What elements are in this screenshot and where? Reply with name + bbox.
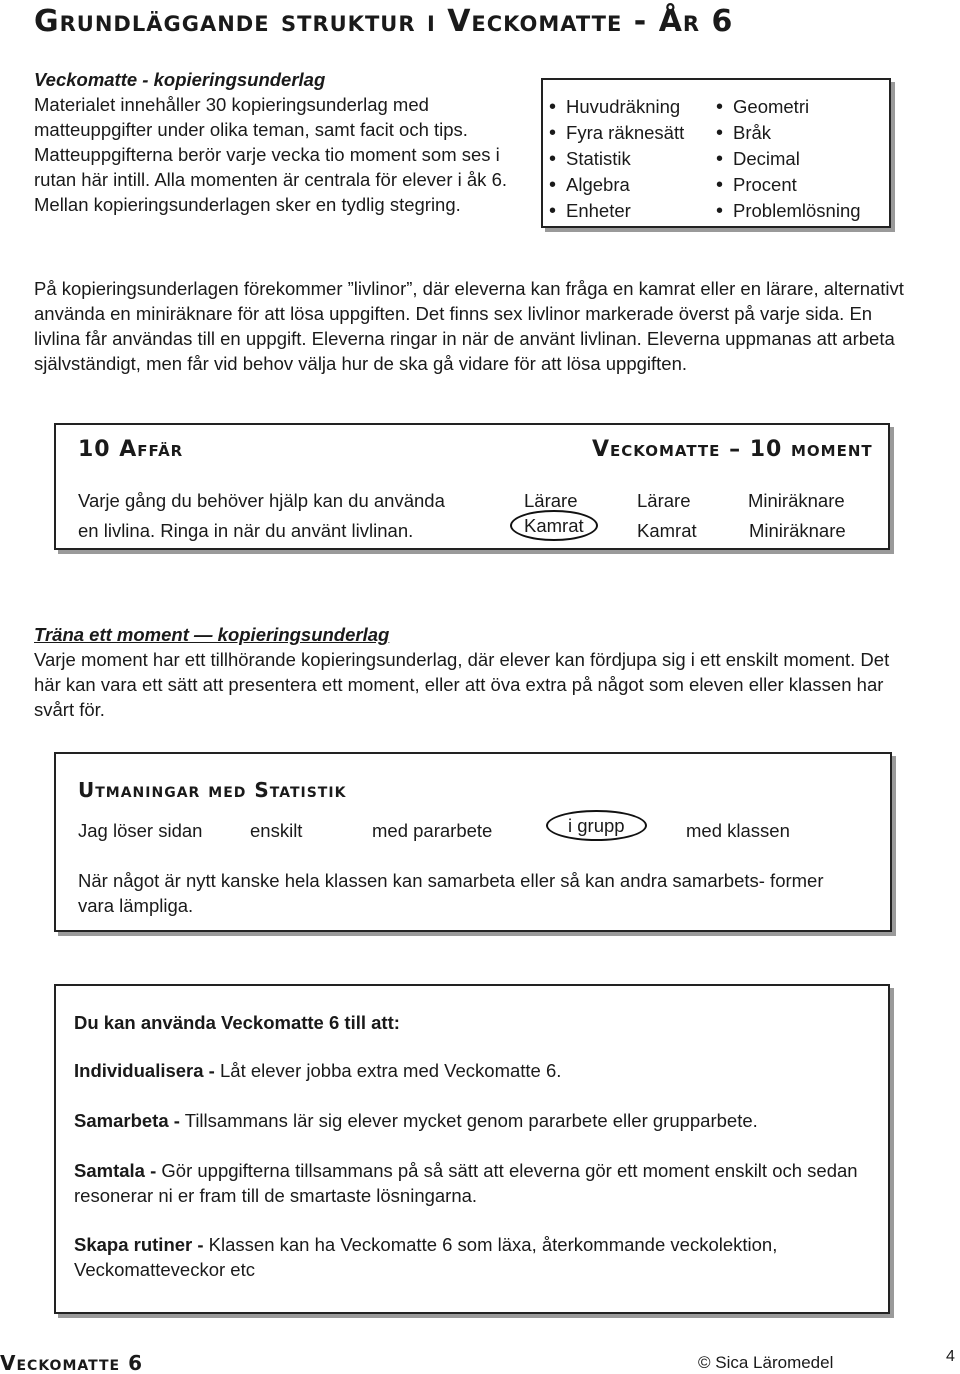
lifeline-option-calculator: Miniräknare <box>748 490 845 511</box>
lifeline-option-teacher: Lärare <box>637 490 691 511</box>
page-title: Grundläggande struktur i Veckomatte - År 6 <box>34 4 734 39</box>
example-number-title: 10 Affär <box>78 437 184 462</box>
lifeline-option-teacher: Lärare <box>524 490 578 511</box>
uses-item-label: Individualisera - <box>74 1060 215 1081</box>
challenge-option: med pararbete <box>372 820 493 841</box>
uses-item-text: Låt elever jobba extra med Veckomatte 6. <box>214 1060 562 1081</box>
lifeline-circled-text: Kamrat <box>510 510 598 541</box>
lifeline-option-classmate-circled <box>510 515 598 537</box>
intro-section <box>34 67 514 217</box>
uses-heading: Du kan använda Veckomatte 6 till att: <box>74 1012 400 1033</box>
challenge-option-circled <box>546 815 647 837</box>
uses-item <box>74 1158 884 1208</box>
challenge-title: Utmaningar med Statistik <box>78 778 347 802</box>
page-number: 4 <box>946 1348 955 1365</box>
topic-item: • Enheter <box>549 198 684 224</box>
uses-item <box>74 1108 884 1133</box>
intro-heading: Veckomatte - kopieringsunderlag <box>34 69 326 90</box>
topics-list-right <box>716 94 861 224</box>
topics-box <box>541 78 891 228</box>
lifeline-option-calculator: Miniräknare <box>749 520 846 541</box>
topic-item: • Algebra <box>549 172 684 198</box>
uses-item-label: Samtala - <box>74 1160 157 1181</box>
topic-item: • Bråk <box>716 120 861 146</box>
practice-body: Varje moment har ett tillhörande kopieringsunderlag, där elever kan fördjupa sig i ett enskilt moment. Det här kan vara ett sätt att presentera ett moment, eller att öva extra på något som eleven eller klassen har svårt för. <box>34 649 890 720</box>
topic-item: • Problemlösning <box>716 198 861 224</box>
topic-item: • Geometri <box>716 94 861 120</box>
challenge-box <box>54 752 892 932</box>
practice-heading: Träna ett moment — kopieringsunderlag <box>34 624 390 645</box>
challenge-option: enskilt <box>250 820 303 841</box>
topics-list-left <box>549 94 684 224</box>
practice-section <box>34 622 914 722</box>
uses-box <box>54 984 890 1314</box>
uses-item <box>74 1058 884 1083</box>
example-lifeline-box <box>54 423 890 550</box>
footer-series-name: Veckomatte 6 <box>0 1351 143 1374</box>
uses-item-text: Gör uppgifterna tillsammans på så sätt att eleverna gör ett moment enskilt och sedan resonerar ni er fram till de smartaste lösningarna. <box>74 1160 858 1206</box>
topic-item: • Procent <box>716 172 861 198</box>
topic-item: • Fyra räknesätt <box>549 120 684 146</box>
lifeline-option-classmate: Kamrat <box>637 520 697 541</box>
example-moment-title: Veckomatte – 10 moment <box>592 437 873 462</box>
topic-item: • Statistik <box>549 146 684 172</box>
example-line-1: Varje gång du behöver hjälp kan du använda <box>78 490 445 511</box>
footer-copyright: © Sica Läromedel <box>698 1353 834 1372</box>
uses-item-text: Tillsammans lär sig elever mycket genom pararbete eller grupparbete. <box>179 1110 758 1131</box>
example-line-2: en livlina. Ringa in när du använt livlinan. <box>78 520 414 541</box>
topic-item: • Decimal <box>716 146 861 172</box>
uses-item <box>74 1232 884 1282</box>
challenge-circled-text: i grupp <box>546 810 647 841</box>
challenge-note: När något är nytt kanske hela klassen kan samarbeta eller så kan andra samarbets- former vara lämpliga. <box>78 870 824 916</box>
lifelines-paragraph: På kopieringsunderlagen förekommer ”livlinor”, där eleverna kan fråga en kamrat eller en lärare, alternativt använda en miniräknare för att lösa uppgiften. Det finns sex livlinor markerade överst på varje sida. En livlina får användas till en uppgift. Eleverna ringar in när de använt livlinan. Eleverna uppmanas att arbeta självständigt, men får vid behov välja hur de ska gå vidare för att lösa uppgiften. <box>34 278 904 374</box>
uses-item-label: Skapa rutiner - <box>74 1234 204 1255</box>
uses-item-text: Klassen kan ha Veckomatte 6 som läxa, återkommande veckolektion, Veckomatteveckor etc <box>74 1234 778 1280</box>
uses-item-label: Samarbeta - <box>74 1110 180 1131</box>
topic-item: • Huvudräkning <box>549 94 684 120</box>
intro-body: Materialet innehåller 30 kopieringsunderlag med matteuppgifter under olika teman, samt facit och tips. Matteuppgifterna berör varje vecka tio moment som ses i rutan här intill. Alla momenten är centrala för elever i åk 6. Mellan kopieringsunderlagen sker en tydlig stegring. <box>34 94 508 215</box>
challenge-option: med klassen <box>686 820 790 841</box>
challenge-prompt: Jag löser sidan <box>78 820 203 841</box>
